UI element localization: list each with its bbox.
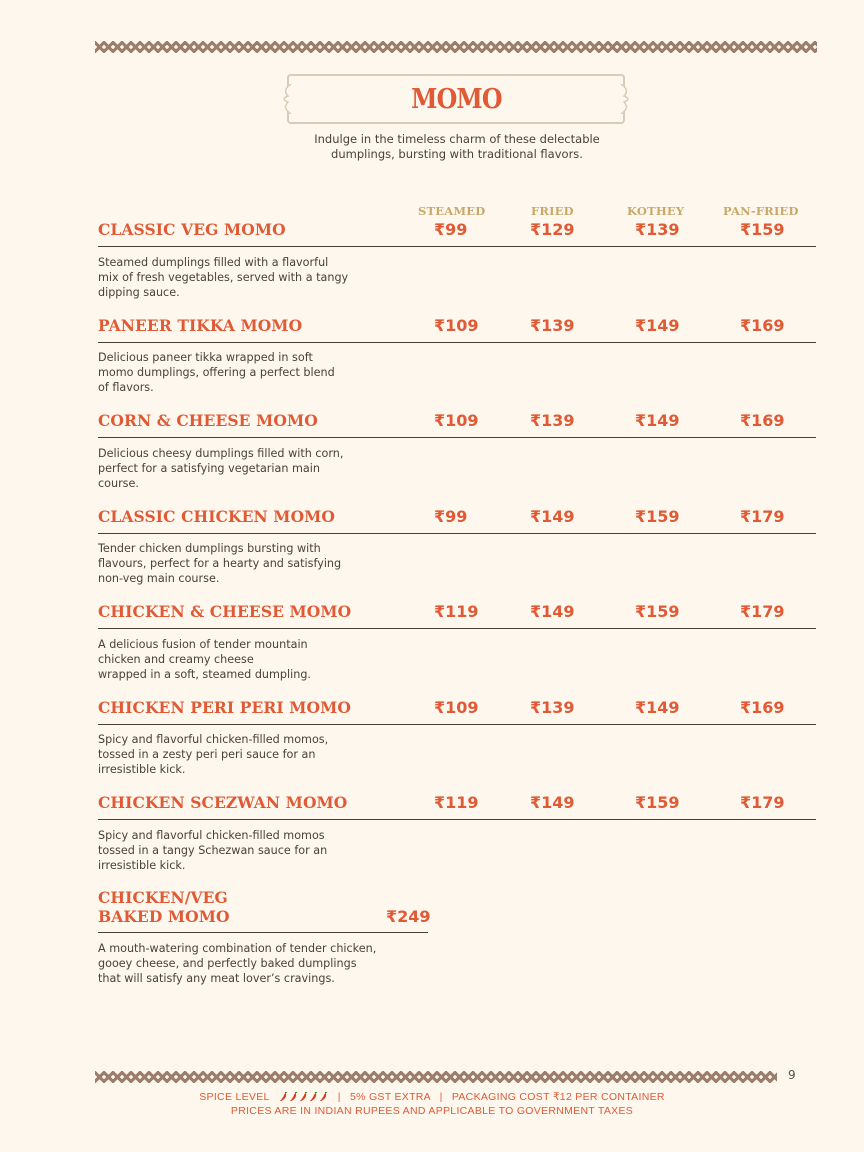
desc-line: chicken and creamy cheese	[98, 653, 254, 666]
item-divider	[98, 437, 816, 438]
desc-line: irresistible kick.	[98, 763, 186, 776]
desc-line: Spicy and flavorful chicken-filled momos,	[98, 733, 329, 746]
item-description	[98, 541, 388, 586]
price-fried: ₹139	[530, 411, 575, 430]
desc-line: Steamed dumplings filled with a flavorful	[98, 256, 329, 269]
price-fried: ₹149	[530, 793, 575, 812]
column-header-pan-fried: PAN-FRIED	[723, 204, 799, 218]
spice-level-chilis	[278, 1091, 331, 1103]
banner-right-notch-icon	[620, 84, 632, 114]
price-fried: ₹149	[530, 602, 575, 621]
item-name: CHICKEN PERI PERI MOMO	[98, 698, 351, 717]
desc-line: gooey cheese, and perfectly baked dumplings	[98, 957, 357, 970]
price-steamed: ₹99	[434, 220, 468, 239]
footer-prices-note: PRICES ARE IN INDIAN RUPEES AND APPLICABLE TO GOVERNMENT TAXES	[230, 1105, 634, 1117]
item-description	[98, 637, 388, 682]
desc-line: irresistible kick.	[98, 859, 186, 872]
item-name: PANEER TIKKA MOMO	[98, 316, 303, 335]
price-kothey: ₹139	[635, 220, 680, 239]
item-divider	[98, 724, 816, 725]
price-kothey: ₹159	[635, 793, 680, 812]
desc-line: tossed in a zesty peri peri sauce for an	[98, 748, 316, 761]
price-steamed: ₹99	[434, 507, 468, 526]
price-kothey: ₹159	[635, 602, 680, 621]
desc-line: flavours, perfect for a hearty and satisfying	[98, 557, 342, 570]
price-kothey: ₹149	[635, 698, 680, 717]
section-subtitle	[300, 132, 614, 162]
chili-pepper-icon	[309, 1092, 318, 1102]
price-pan-fried: ₹169	[740, 316, 785, 335]
price-single: ₹249	[386, 907, 431, 926]
item-divider	[98, 932, 428, 933]
desc-line: course.	[98, 477, 139, 490]
banner-left-notch-icon	[280, 84, 292, 114]
chili-pepper-icon	[299, 1092, 308, 1102]
item-description	[98, 828, 388, 873]
column-header-fried: FRIED	[531, 204, 574, 218]
chili-pepper-icon	[279, 1092, 288, 1102]
item-name-line: CHICKEN/VEG	[98, 888, 228, 907]
packaging-note: PACKAGING COST ₹12 PER CONTAINER	[451, 1091, 665, 1103]
price-fried: ₹149	[530, 507, 575, 526]
price-kothey: ₹159	[635, 507, 680, 526]
item-name: CORN & CHEESE MOMO	[98, 411, 318, 430]
item-description	[98, 446, 388, 491]
item-description	[98, 350, 388, 395]
desc-line: Delicious cheesy dumplings filled with corn,	[98, 447, 344, 460]
price-steamed: ₹119	[434, 793, 479, 812]
price-fried: ₹139	[530, 316, 575, 335]
desc-line: tossed in a tangy Schezwan sauce for an	[98, 844, 328, 857]
item-description	[98, 732, 388, 777]
price-pan-fried: ₹169	[740, 411, 785, 430]
column-header-kothey: KOTHEY	[627, 204, 685, 218]
chili-pepper-icon	[289, 1092, 298, 1102]
bottom-diamond-border	[95, 1071, 777, 1083]
page-number: 9	[788, 1068, 796, 1082]
subtitle-line: Indulge in the timeless charm of these delectable	[314, 132, 600, 146]
price-pan-fried: ₹179	[740, 507, 785, 526]
desc-line: Tender chicken dumplings bursting with	[98, 542, 321, 555]
footer-separator: |	[439, 1091, 443, 1103]
chili-pepper-icon	[319, 1092, 328, 1102]
gst-note: 5% GST EXTRA	[349, 1091, 431, 1103]
item-divider	[98, 342, 816, 343]
item-name: CLASSIC CHICKEN MOMO	[98, 507, 336, 526]
item-divider	[98, 628, 816, 629]
price-steamed: ₹109	[434, 316, 479, 335]
item-divider	[98, 819, 816, 820]
item-description	[98, 941, 418, 986]
item-divider	[98, 246, 816, 247]
top-diamond-border	[95, 41, 817, 53]
price-steamed: ₹109	[434, 698, 479, 717]
footer-info-line	[0, 1091, 864, 1103]
item-description	[98, 255, 388, 300]
desc-line: mix of fresh vegetables, served with a tangy	[98, 271, 349, 284]
title-banner	[287, 74, 625, 124]
desc-line: Delicious paneer tikka wrapped in soft	[98, 351, 313, 364]
desc-line: perfect for a satisfying vegetarian main	[98, 462, 320, 475]
subtitle-line: dumplings, bursting with traditional flavors.	[331, 147, 583, 161]
column-header-steamed: STEAMED	[418, 204, 486, 218]
price-pan-fried: ₹179	[740, 602, 785, 621]
price-fried: ₹129	[530, 220, 575, 239]
item-name	[98, 888, 230, 926]
desc-line: A delicious fusion of tender mountain	[98, 638, 308, 651]
desc-line: non-veg main course.	[98, 572, 220, 585]
desc-line: that will satisfy any meat lover’s cravings.	[98, 972, 335, 985]
price-pan-fried: ₹169	[740, 698, 785, 717]
item-name: CHICKEN SCEZWAN MOMO	[98, 793, 348, 812]
price-steamed: ₹119	[434, 602, 479, 621]
item-name: CHICKEN & CHEESE MOMO	[98, 602, 352, 621]
desc-line: wrapped in a soft, steamed dumpling.	[98, 668, 311, 681]
desc-line: momo dumplings, offering a perfect blend	[98, 366, 335, 379]
footer-separator: |	[337, 1091, 341, 1103]
item-name-line: BAKED MOMO	[98, 907, 230, 926]
desc-line: dipping sauce.	[98, 286, 180, 299]
spice-level-label: SPICE LEVEL	[199, 1091, 270, 1103]
price-pan-fried: ₹159	[740, 220, 785, 239]
price-pan-fried: ₹179	[740, 793, 785, 812]
page-title: MOMO	[410, 83, 502, 115]
price-fried: ₹139	[530, 698, 575, 717]
price-kothey: ₹149	[635, 411, 680, 430]
item-name: CLASSIC VEG MOMO	[98, 220, 286, 239]
price-steamed: ₹109	[434, 411, 479, 430]
desc-line: A mouth-watering combination of tender chicken,	[98, 942, 377, 955]
item-divider	[98, 533, 816, 534]
price-kothey: ₹149	[635, 316, 680, 335]
desc-line: of flavors.	[98, 381, 154, 394]
desc-line: Spicy and flavorful chicken-filled momos	[98, 829, 325, 842]
